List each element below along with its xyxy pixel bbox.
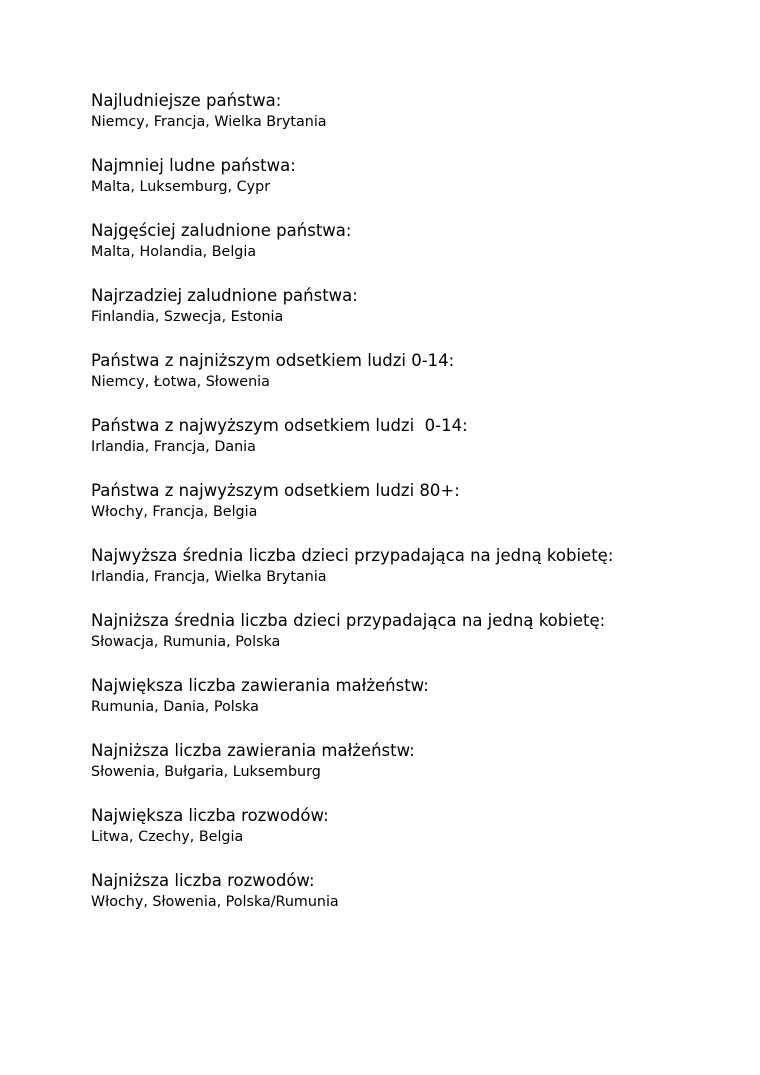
entry-values: Rumunia, Dania, Polska: [91, 699, 259, 715]
entry-most-dense: [91, 220, 751, 285]
entry-highest-fertility: [91, 545, 751, 610]
entry-highest-0-14: [91, 415, 751, 480]
entry-fewest-marriages: [91, 740, 751, 805]
entry-values: Finlandia, Szwecja, Estonia: [91, 309, 284, 325]
entry-heading: Największa liczba zawierania małżeństw:: [91, 676, 429, 695]
entry-least-populous: [91, 155, 751, 220]
entry-values: Słowenia, Bułgaria, Luksemburg: [91, 764, 321, 780]
entry-most-populous: [91, 90, 751, 155]
entry-heading: Największa liczba rozwodów:: [91, 806, 329, 825]
entry-lowest-fertility: [91, 610, 751, 675]
entry-heading: Najwyższa średnia liczba dzieci przypadająca na jedną kobietę:: [91, 546, 614, 565]
entry-most-divorces: [91, 805, 751, 870]
entry-heading: Najgęściej zaludnione państwa:: [91, 221, 352, 240]
entry-heading: Najniższa liczba rozwodów:: [91, 871, 315, 890]
entry-heading: Państwa z najwyższym odsetkiem ludzi 80+:: [91, 481, 460, 500]
entry-lowest-0-14: [91, 350, 751, 415]
entry-values: Włochy, Francja, Belgia: [91, 504, 258, 520]
entry-values: Malta, Holandia, Belgia: [91, 244, 257, 260]
entry-values: Irlandia, Francja, Wielka Brytania: [91, 569, 327, 585]
entry-heading: Najniższa liczba zawierania małżeństw:: [91, 741, 415, 760]
document-page: [91, 90, 751, 935]
entry-least-dense: [91, 285, 751, 350]
entry-heading: Najniższa średnia liczba dzieci przypadająca na jedną kobietę:: [91, 611, 606, 630]
entry-values: Niemcy, Francja, Wielka Brytania: [91, 114, 327, 130]
entry-fewest-divorces: [91, 870, 751, 935]
entry-highest-80-plus: [91, 480, 751, 545]
entry-values: Malta, Luksemburg, Cypr: [91, 179, 271, 195]
entry-values: Niemcy, Łotwa, Słowenia: [91, 374, 270, 390]
entry-heading: Najludniejsze państwa:: [91, 91, 282, 110]
entry-values: Włochy, Słowenia, Polska/Rumunia: [91, 894, 339, 910]
entry-heading: Najmniej ludne państwa:: [91, 156, 296, 175]
entry-values: Irlandia, Francja, Dania: [91, 439, 256, 455]
entry-most-marriages: [91, 675, 751, 740]
entry-heading: Państwa z najniższym odsetkiem ludzi 0-14:: [91, 351, 455, 370]
entry-values: Litwa, Czechy, Belgia: [91, 829, 244, 845]
entry-values: Słowacja, Rumunia, Polska: [91, 634, 281, 650]
entry-heading: Państwa z najwyższym odsetkiem ludzi 0-14:: [91, 416, 468, 435]
entry-heading: Najrzadziej zaludnione państwa:: [91, 286, 358, 305]
